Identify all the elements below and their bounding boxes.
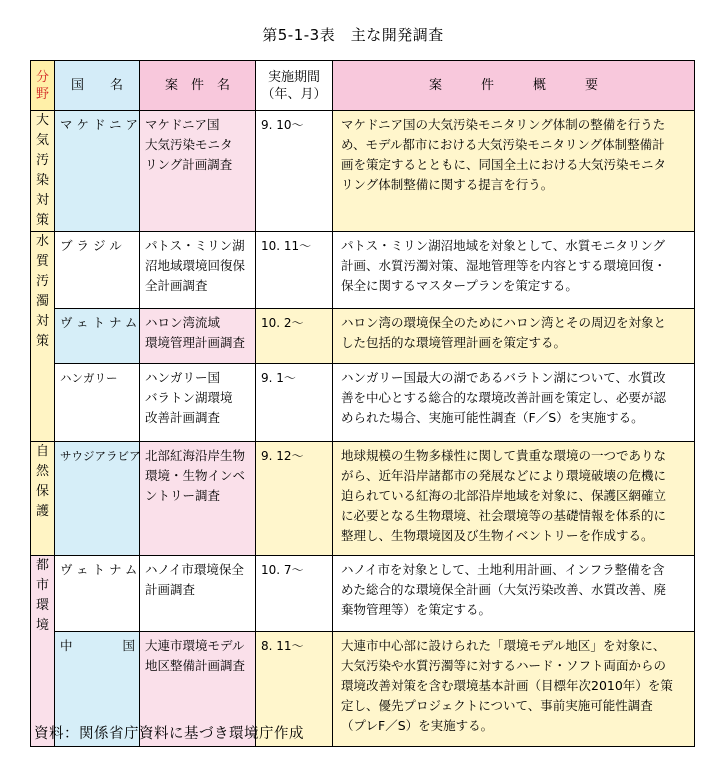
field-urban-environment: 都 市 環 境 [31, 556, 55, 747]
summary-cell: 大連市中心部に設けられた「環境モデル地区」を対象に、 大気汚染や水質汚濁等に対するハード・ソフト両面からの 環境改善対策を含む環境基本計画（目標年次2010年）を策 定し、優先プロジェクトについて、事前実施可能性調査 （プレF／S）を実施する。 [333, 632, 695, 747]
period-cell: 10. 7〜 [256, 556, 333, 632]
case-name-cell: ハロン湾流域 環境管理計画調査 [140, 309, 256, 364]
case-name-cell: 北部紅海沿岸生物 環境・生物インベ ントリー調査 [140, 442, 256, 556]
case-name-cell: パトス・ミリン湖 沼地域環境回復保 全計画調査 [140, 232, 256, 309]
table-row [31, 442, 695, 556]
source-note: 資料：関係省庁資料に基づき環境庁作成 [34, 726, 304, 742]
country-cell: ヴェトナム [55, 556, 140, 632]
country-cell: ヴェトナム [55, 309, 140, 364]
period-cell: 10. 2〜 [256, 309, 333, 364]
table-row [31, 556, 695, 632]
field-air-pollution: 大 気 汚 染 対 策 [31, 111, 55, 232]
field-nature-protection: 自 然 保 護 [31, 442, 55, 556]
header-summary: 案 件 概 要 [333, 61, 695, 111]
table-row [31, 111, 695, 232]
period-cell: 9. 10〜 [256, 111, 333, 232]
summary-cell: ハンガリー国最大の湖であるバラトン湖について、水質改 善を中心とする総合的な環境改善計画を策定し、必要が認 められた場合、実施可能性調査（F／S）を実施する。 [333, 364, 695, 442]
header-period: 実施期間 （年、月） [256, 61, 333, 111]
case-name-cell: ハンガリー国 バラトン湖環境 改善計画調査 [140, 364, 256, 442]
summary-cell: パトス・ミリン湖沼地域を対象として、水質モニタリング 計画、水質汚濁対策、湿地管理等を内容とする環境回復・ 保全に関するマスタープランを策定する。 [333, 232, 695, 309]
period-cell: 9. 12〜 [256, 442, 333, 556]
header-field: 分 野 [31, 61, 55, 111]
table-row [31, 309, 695, 364]
case-name-cell: ハノイ市環境保全 計画調査 [140, 556, 256, 632]
development-survey-table [30, 60, 695, 747]
summary-cell: 地球規模の生物多様性に関して貴重な環境の一つでありな がら、近年沿岸諸都市の発展などにより環境破壊の危機に 迫られている紅海の北部沿岸地域を対象に、保護区網確立 に必要となる生物環境、社会環境等の基礎情報を体系的に 整理し、生物環境図及び生物イベントリーを作成する。 [333, 442, 695, 556]
summary-cell: ハロン湾の環境保全のためにハロン湾とその周辺を対象と した包括的な環境管理計画を策定する。 [333, 309, 695, 364]
country-cell: ハンガリー [55, 364, 140, 442]
field-water-pollution: 水 質 汚 濁 対 策 [31, 232, 55, 442]
country-cell: ブラジル [55, 232, 140, 309]
case-name-cell: マケドニア国 大気汚染モニタ リング計画調査 [140, 111, 256, 232]
country-cell: 中 国 [55, 632, 140, 747]
country-cell: マケドニア [55, 111, 140, 232]
period-cell: 8. 11〜 [256, 632, 333, 747]
summary-cell: マケドニア国の大気汚染モニタリング体制の整備を行うた め、モデル都市における大気汚染モニタリング体制整備計 画を策定するとともに、同国全土における大気汚染モニタ リング体制整備に関する提言を行う。 [333, 111, 695, 232]
table-row [31, 364, 695, 442]
period-cell: 9. 1〜 [256, 364, 333, 442]
summary-cell: ハノイ市を対象として、土地利用計画、インフラ整備を含 めた総合的な環境保全計画（大気汚染改善、水質改善、廃 棄物管理等）を策定する。 [333, 556, 695, 632]
header-case-name: 案 件 名 [140, 61, 256, 111]
header-country: 国 名 [55, 61, 140, 111]
case-name-cell: 大連市環境モデル 地区整備計画調査 [140, 632, 256, 747]
table-header-row [31, 61, 695, 111]
table-title: 第5-1-3表 主な開発調査 [262, 26, 444, 44]
period-cell: 10. 11〜 [256, 232, 333, 309]
table-row [31, 232, 695, 309]
country-cell: サウジアラビア [55, 442, 140, 556]
